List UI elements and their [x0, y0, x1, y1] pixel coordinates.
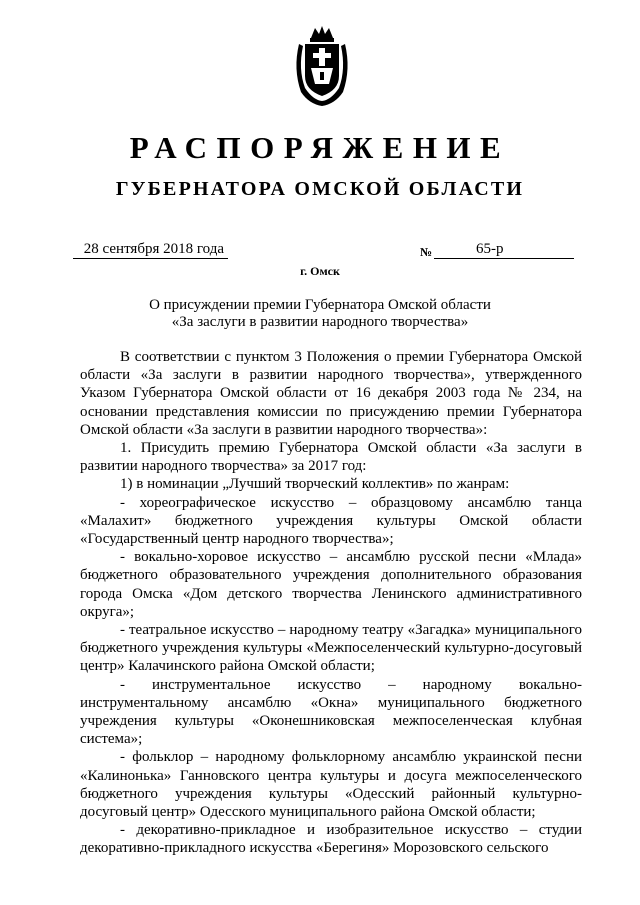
- document-heading: [0, 297, 640, 331]
- document-title: РАСПОРЯЖЕНИЕ: [129, 130, 511, 165]
- document-number: 65-р: [434, 240, 574, 259]
- paragraph: - хореографическое искусство – образцовому ансамблю танца «Малахит» бюджетного учреждения культуры Омской области «Государственный центр народного творчества»;: [80, 494, 582, 548]
- document-date: 28 сентября 2018 года: [73, 240, 228, 259]
- document-body: [80, 348, 582, 858]
- number-label: №: [420, 245, 433, 259]
- paragraph: - театральное искусство – народному театру «Загадка» муниципального бюджетного учреждения культуры «Межпоселенческий культурно-досуговый центр» Калачинского района Омской области;: [80, 622, 582, 675]
- document-subtitle: ГУБЕРНАТОРА ОМСКОЙ ОБЛАСТИ: [115, 178, 525, 200]
- paragraph: - фольклор – народному фольклорному ансамблю украинской песни «Калинонька» Ганновского центра культуры и досуга межпоселенческого бюджетного учреждения культуры «Одесский районный культурно-досуговый центр» Одесского муниципального района Омской области;: [80, 749, 582, 821]
- heading-line: «За заслуги в развитии народного творчества»: [171, 314, 469, 330]
- omsk-coat-of-arms-icon: [291, 24, 353, 108]
- heading-line: О присуждении премии Губернатора Омской области: [149, 297, 491, 313]
- paragraph: 1) в номинации „Лучший творческий коллектив» по жанрам:: [120, 476, 510, 493]
- paragraph: - декоративно-прикладное и изобразительное искусство – студии декоративно-прикладного искусства «Берегиня» Морозовского сельского: [80, 822, 582, 857]
- document-city: г. Омск: [300, 264, 340, 278]
- paragraph: 1. Присудить премию Губернатора Омской области «За заслуги в развитии народного творчества» за 2017 год:: [80, 440, 582, 475]
- paragraph: - вокально-хоровое искусство – ансамблю русской песни «Млада» бюджетного образовательного учреждения дополнительного образования города Омска «Дом детского творчества Ленинского административного округа»;: [80, 549, 582, 620]
- paragraph: В соответствии с пунктом 3 Положения о премии Губернатора Омской области «За заслуги в развитии народного творчества», утвержденного Указом Губернатора Омской области от 16 декабря 2003 года № 234, на основании представления комиссии по присуждению премии Губернатора Омской области «За заслуги в развитии народного творчества»:: [80, 349, 582, 438]
- paragraph: - инструментальное искусство – народному вокально-инструментальному ансамблю «Окна» муниципального бюджетного учреждения культуры «Оконешниковская межпоселенческая клубная система»;: [80, 676, 582, 748]
